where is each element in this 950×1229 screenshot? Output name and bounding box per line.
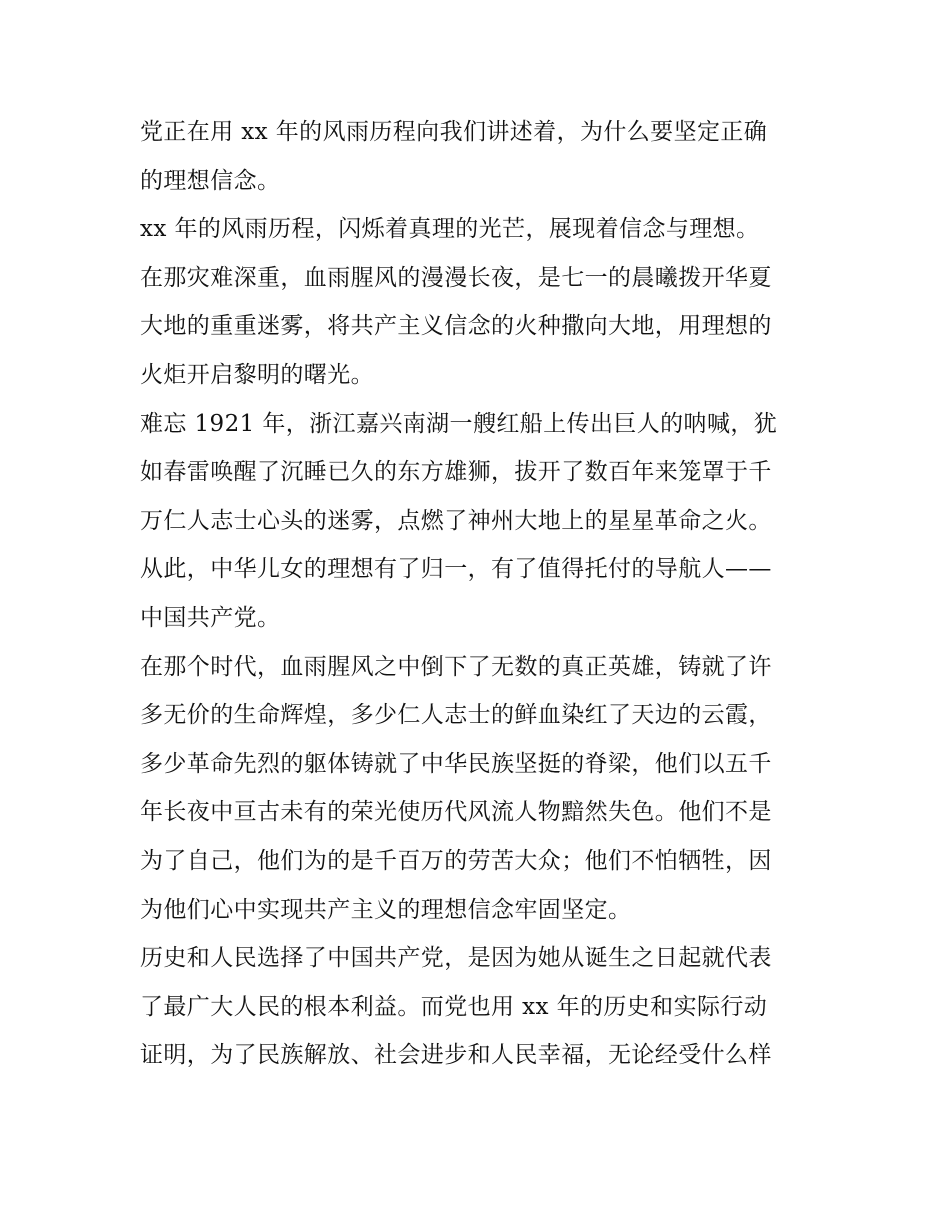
paragraph-4: 难忘 1921 年，浙江嘉兴南湖一艘红船上传出巨人的呐喊，犹 如春雷唤醒了沉睡已久的东方雄狮，拔开了数百年来笼罩于千 万仁人志士心头的迷雾，点燃了神州大地上的星星革命之火。 [140, 410, 778, 534]
paragraph-5: 从此，中华儿女的理想有了归一，有了值得托付的导航人—— 中国共产党。 [140, 556, 772, 631]
paragraph-6: 在那个时代，血雨腥风之中倒下了无数的真正英雄，铸就了许 多无价的生命辉煌，多少仁人志士的鲜血染红了天边的云霞， 多少革命先烈的躯体铸就了中华民族坚挺的脊梁，他们以五千 年长夜中亘古未有的荣光使历代风流人物黯然失色。他们不是 为了自己，他们为的是千百万的劳苦大众；他们不怕牺牲，因 为他们心中实现共产主义的理想信念牢固坚定。 [140, 653, 772, 923]
paragraph-3: 在那灾难深重，血雨腥风的漫漫长夜，是七一的晨曦拨开华夏 大地的重重迷雾，将共产主义信念的火种撒向大地，用理想的 火炬开启黎明的曙光。 [140, 264, 772, 388]
paragraph-2: xx 年的风雨历程，闪烁着真理的光芒，展现着信念与理想。 [140, 216, 760, 243]
paragraph-1: 党正在用 xx 年的风雨历程向我们讲述着，为什么要坚定正确 的理想信念。 [140, 119, 768, 194]
paragraph-7: 历史和人民选择了中国共产党，是因为她从诞生之日起就代表 了最广大人民的根本利益。而党也用 xx 年的历史和实际行动 证明，为了民族解放、社会进步和人民幸福，无论经受什么样 [140, 945, 772, 1069]
document-body [140, 108, 820, 1080]
